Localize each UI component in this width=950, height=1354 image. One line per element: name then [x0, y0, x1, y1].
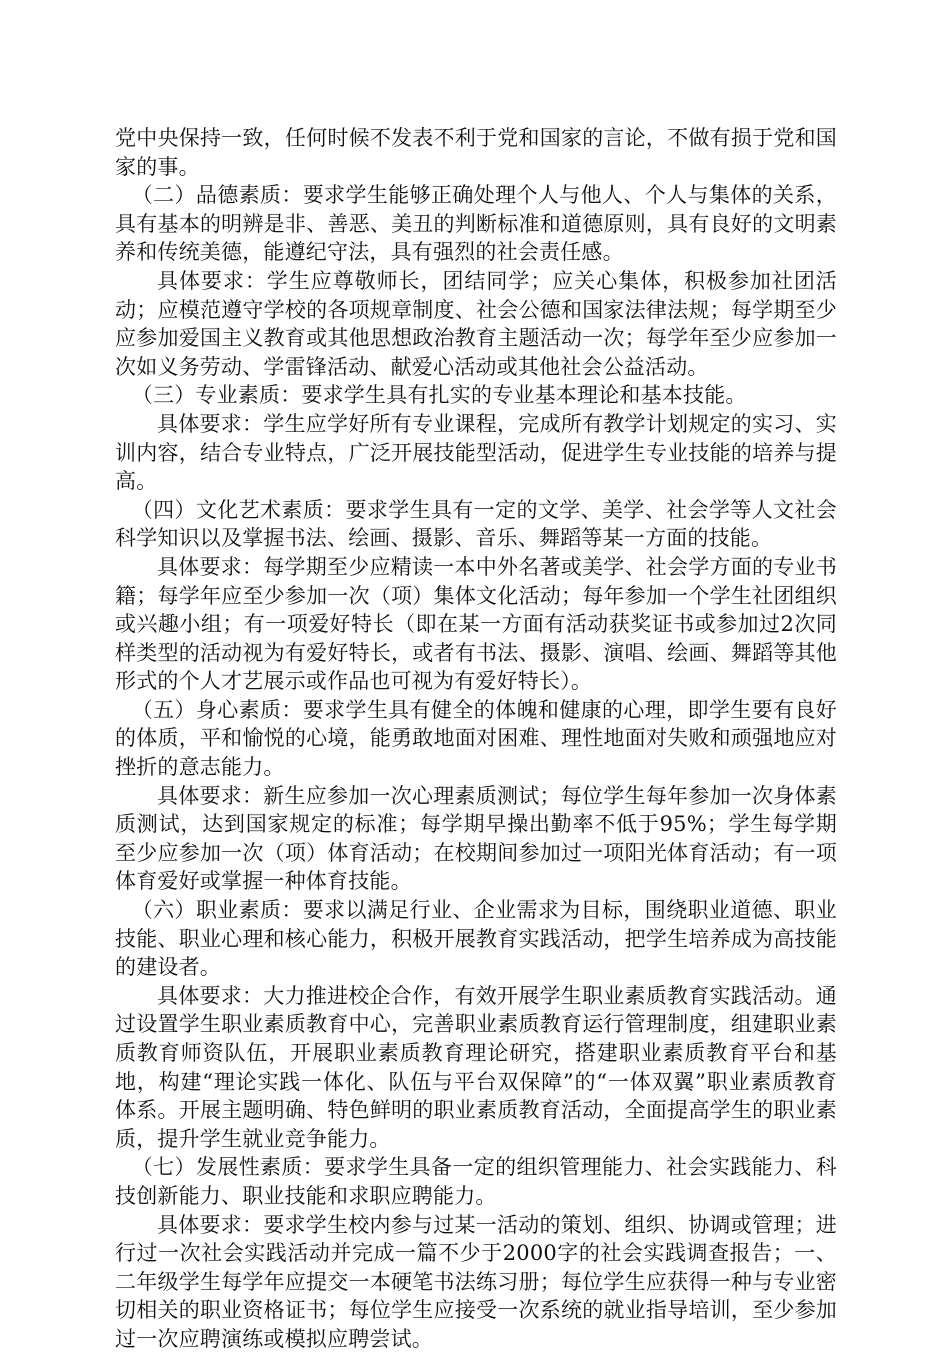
paragraph-moral-quality-heading: （二）品德素质：要求学生能够正确处理个人与他人、个人与集体的关系，具有基本的明辨是非、善恶、美丑的判断标准和道德原则，具有良好的文明素养和传统美德，能遵纪守法，具有强烈的社会责任感。 — [115, 183, 837, 265]
paragraph-developmental-quality-heading: （七）发展性素质：要求学生具备一定的组织管理能力、社会实践能力、科技创新能力、职业技能和求职应聘能力。 — [115, 1155, 837, 1208]
paragraph-party-loyalty-continued: 党中央保持一致，任何时候不发表不利于党和国家的言论，不做有损于党和国家的事。 — [115, 126, 837, 179]
paragraph-physical-mental-quality-heading: （五）身心素质：要求学生具有健全的体魄和健康的心理，即学生要有良好的体质，平和愉悦的心境，能勇敢地面对困难、理性地面对失败和顽强地应对挫折的意志能力。 — [115, 697, 837, 780]
document-page — [115, 124, 837, 1354]
paragraph-professional-quality-heading: （三）专业素质：要求学生具有扎实的专业基本理论和基本技能。 — [131, 383, 747, 408]
paragraph-cultural-art-quality-requirements: 具体要求：每学期至少应精读一本中外名著或美学、社会学方面的专业书籍；每学年应至少参加一次（项）集体文化活动；每年参加一个学生社团组织或兴趣小组；有一项爱好特长（即在某一方面有活动获奖证书或参加过2次同样类型的活动视为有爱好特长，或者有书法、摄影、演唱、绘画、舞蹈等其他形式的个人才艺展示或作品也可视为有爱好特长）。 — [115, 554, 837, 694]
paragraph-physical-mental-quality-requirements: 具体要求：新生应参加一次心理素质测试；每位学生每年参加一次身体素质测试，达到国家规定的标准；每学期早操出勤率不低于95%；学生每学期至少应参加一次（项）体育活动；在校期间参加过一项阳光体育活动；有一项体育爱好或掌握一种体育技能。 — [115, 783, 837, 894]
paragraph-vocational-quality-requirements: 具体要求：大力推进校企合作，有效开展学生职业素质教育实践活动。通过设置学生职业素质教育中心，完善职业素质教育运行管理制度，组建职业素质教育师资队伍，开展职业素质教育理论研究，搭建职业素质教育平台和基地，构建“理论实践一体化、队伍与平台双保障”的“一体双翼”职业素质教育体系。开展主题明确、特色鲜明的职业素质教育活动，全面提高学生的职业素质，提升学生就业竞争能力。 — [115, 983, 837, 1151]
paragraph-vocational-quality-heading: （六）职业素质：要求以满足行业、企业需求为目标，围绕职业道德、职业技能、职业心理和核心能力，积极开展教育实践活动，把学生培养成为高技能的建设者。 — [115, 898, 837, 980]
paragraph-developmental-quality-requirements: 具体要求：要求学生校内参与过某一活动的策划、组织、协调或管理；进行过一次社会实践活动并完成一篇不少于2000字的社会实践调查报告；一、二年级学生每学年应提交一本硬笔书法练习册；每位学生应获得一种与专业密切相关的职业资格证书；每位学生应接受一次系统的就业指导培训，至少参加过一次应聘演练或模拟应聘尝试。 — [115, 1212, 837, 1351]
paragraph-moral-quality-requirements: 具体要求：学生应尊敬师长，团结同学；应关心集体，积极参加社团活动；应模范遵守学校的各项规章制度、社会公德和国家法律法规；每学期至少应参加爱国主义教育或其他思想政治教育主题活动一次；每学年至少应参加一次如义务劳动、学雷锋活动、献爱心活动或其他社会公益活动。 — [115, 268, 837, 379]
paragraph-cultural-art-quality-heading: （四）文化艺术素质：要求学生具有一定的文学、美学、社会学等人文社会科学知识以及掌握书法、绘画、摄影、音乐、舞蹈等某一方面的技能。 — [115, 497, 837, 551]
paragraph-professional-quality-requirements: 具体要求：学生应学好所有专业课程，完成所有教学计划规定的实习、实训内容，结合专业特点，广泛开展技能型活动，促进学生专业技能的培养与提高。 — [115, 411, 837, 494]
